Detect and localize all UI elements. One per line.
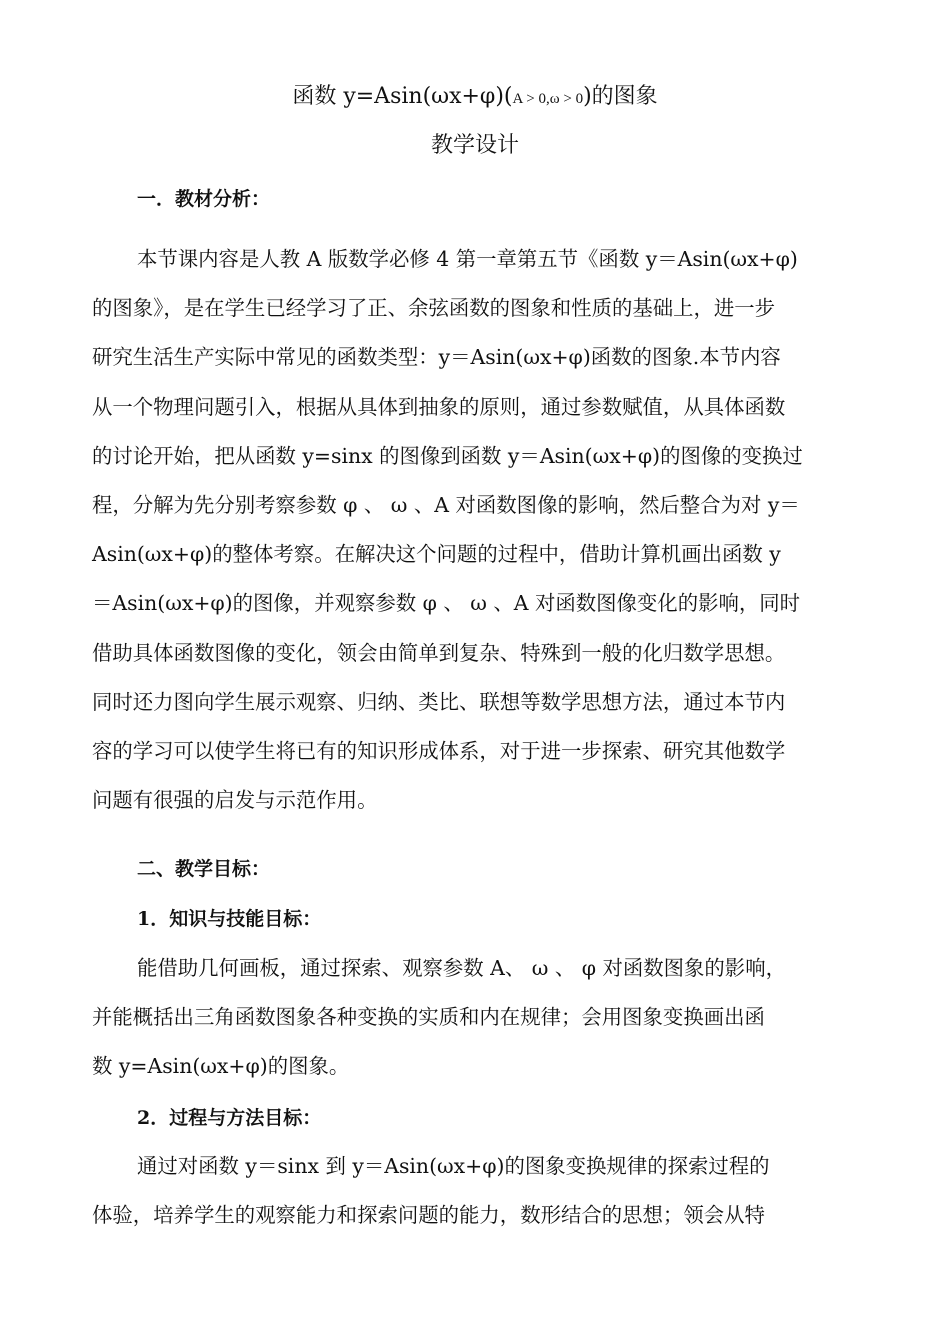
paragraph-line: 本节课内容是人教 A 版数学必修 4 第一章第五节《函数 y＝Asin(ωx+φ)	[137, 247, 798, 271]
subsection-heading-knowledge-skills: 1．知识与技能目标：	[137, 908, 322, 930]
paragraph-line: 研究生活生产实际中常见的函数类型：y＝Asin(ωx+φ)函数的图象.本节内容	[92, 345, 781, 370]
paragraph-knowledge-skills	[92, 944, 862, 1092]
paragraph-process-methods	[92, 1142, 862, 1240]
paragraph-line: 容的学习可以使学生将已有的知识形成体系，对于进一步探索、研究其他数学	[92, 739, 786, 764]
paragraph-line: 通过对函数 y＝sinx 到 y＝Asin(ωx+φ)的图象变换规律的探索过程的	[137, 1154, 770, 1178]
title-suffix: )的图象	[583, 84, 658, 109]
paragraph-line: 能借助几何画板，通过探索、观察参数 A、 ω 、 φ 对函数图象的影响，	[137, 956, 786, 980]
paragraph-line: 并能概括出三角函数图象各种变换的实质和内在规律；会用图象变换画出函	[92, 1005, 765, 1030]
paragraph-line: 问题有很强的启发与示范作用。	[92, 788, 378, 813]
section-heading-textbook-analysis: 一．教材分析：	[137, 188, 271, 210]
paragraph-line: 程，分解为先分别考察参数 φ 、 ω 、A 对函数图像的影响，然后整合为对 y＝	[92, 493, 800, 518]
title-condition: A > 0,ω > 0	[512, 91, 584, 107]
paragraph-line: 借助具体函数图像的变化，领会由简单到复杂、特殊到一般的化归数学思想。	[92, 640, 786, 665]
paragraph-line: 同时还力图向学生展示观察、归纳、类比、联想等数学思想方法，通过本节内	[92, 689, 786, 714]
paragraph-textbook-analysis	[92, 235, 862, 825]
paragraph-line: 的讨论开始，把从函数 y=sinx 的图像到函数 y＝Asin(ωx+φ)的图像的变换过	[92, 443, 803, 468]
paragraph-line: 体验，培养学生的观察能力和探索问题的能力，数形结合的思想；领会从特	[92, 1203, 765, 1228]
paragraph-line: 数 y=Asin(ωx+φ)的图象。	[92, 1054, 350, 1079]
paragraph-line: 的图象》，是在学生已经学习了正、余弦函数的图象和性质的基础上，进一步	[92, 296, 776, 321]
subsection-heading-process-methods: 2．过程与方法目标：	[137, 1107, 322, 1129]
document-title	[0, 82, 950, 114]
paragraph-line: 从一个物理问题引入，根据从具体到抽象的原则，通过参数赋值，从具体函数	[92, 394, 786, 419]
title-prefix: 函数 y=Asin(ωx+φ)(	[292, 84, 513, 109]
document-subtitle: 教学设计	[430, 133, 519, 158]
paragraph-line: Asin(ωx+φ)的整体考察。在解决这个问题的过程中，借助计算机画出函数 y	[92, 542, 781, 567]
paragraph-line: ＝Asin(ωx+φ)的图像，并观察参数 φ 、 ω 、A 对函数图像变化的影响，同时	[92, 591, 801, 616]
section-heading-teaching-objectives: 二、教学目标：	[137, 858, 271, 880]
